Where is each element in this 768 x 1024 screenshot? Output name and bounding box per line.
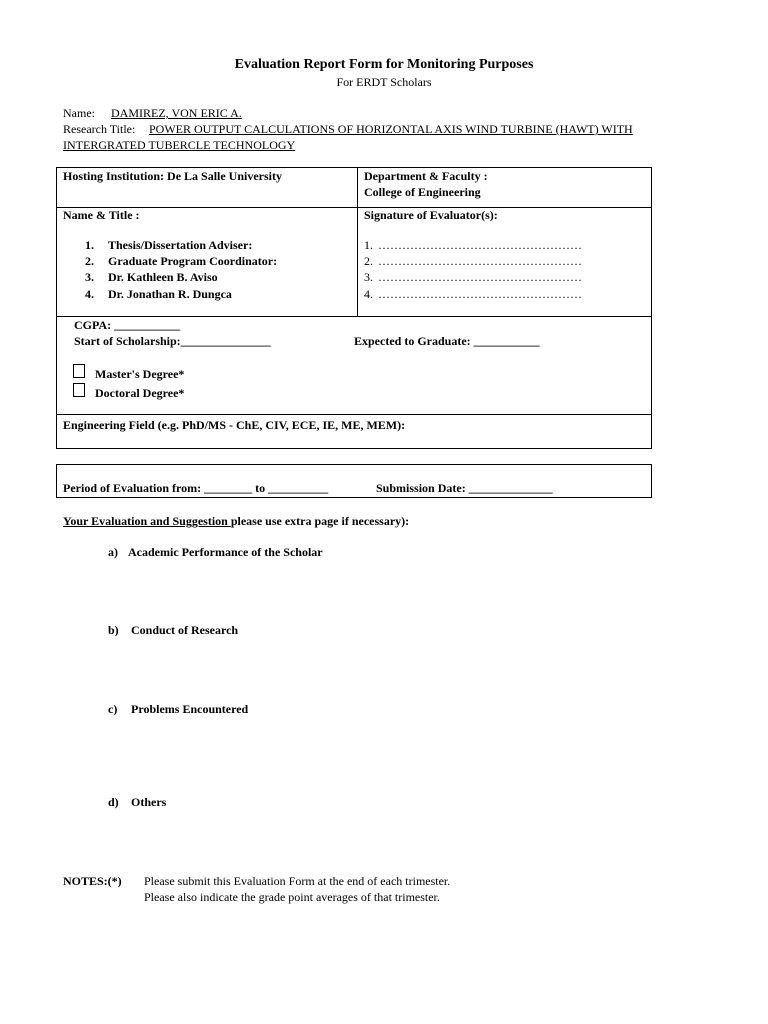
period-of-evaluation: Period of Evaluation from: ________ to __________ (63, 481, 329, 495)
evaluation-heading-rest: please use extra page if necessary): (230, 514, 410, 528)
evaluator-name: Thesis/Dissertation Adviser: (108, 238, 253, 252)
signature-line: …………………………………………… (378, 287, 582, 301)
doctoral-degree-checkbox[interactable] (73, 383, 85, 397)
evaluator-name: Dr. Jonathan R. Dungca (108, 287, 232, 301)
form-title: Evaluation Report Form for Monitoring Purposes (234, 57, 534, 72)
masters-degree-checkbox[interactable] (73, 364, 85, 378)
cgpa-field: CGPA: ___________ (74, 318, 181, 332)
signature-line: …………………………………………… (378, 270, 582, 284)
table-column-divider (357, 167, 358, 316)
form-subtitle: For ERDT Scholars (336, 75, 432, 89)
name-title-label: Name & Title : (63, 208, 140, 222)
item-academic-performance: Academic Performance of the Scholar (128, 545, 323, 559)
evaluator-number: 3. (85, 270, 94, 284)
expected-graduate-field: Expected to Graduate: ___________ (354, 334, 540, 348)
signature-line: …………………………………………… (378, 238, 582, 252)
item-letter: a) (108, 545, 118, 559)
engineering-field: Engineering Field (e.g. PhD/MS - ChE, CIV, ECE, IE, ME, MEM): (63, 418, 406, 432)
signature-number: 4. (364, 287, 373, 301)
signature-label: Signature of Evaluator(s): (364, 208, 498, 222)
doctoral-degree-label: Doctoral Degree* (95, 386, 185, 400)
signature-line: …………………………………………… (378, 254, 582, 268)
name-label: Name: (63, 106, 95, 120)
name-value: DAMIREZ, VON ERIC A. (111, 106, 242, 120)
evaluator-number: 4. (85, 287, 94, 301)
department-label: Department & Faculty : (364, 169, 488, 183)
evaluator-name: Graduate Program Coordinator: (108, 254, 278, 268)
notes-line-2: Please also indicate the grade point averages of that trimester. (144, 890, 440, 904)
table-divider-1 (56, 207, 652, 208)
hosting-institution: Hosting Institution: De La Salle University (63, 169, 283, 183)
evaluator-name: Dr. Kathleen B. Aviso (108, 270, 218, 284)
evaluation-heading (63, 514, 409, 529)
start-of-scholarship-field: Start of Scholarship:_______________ (74, 334, 271, 348)
signature-number: 1. (364, 238, 373, 252)
notes-label: NOTES:(*) (63, 874, 122, 888)
item-problems-encountered: Problems Encountered (131, 702, 249, 716)
item-conduct-of-research: Conduct of Research (131, 623, 239, 637)
table-divider-2 (56, 316, 652, 317)
signature-number: 2. (364, 254, 373, 268)
masters-degree-label: Master's Degree* (95, 367, 185, 381)
research-title-label: Research Title: (63, 122, 136, 136)
item-others: Others (131, 795, 167, 809)
evaluator-number: 1. (85, 238, 94, 252)
notes-line-1: Please submit this Evaluation Form at the end of each trimester. (144, 874, 451, 888)
item-letter: c) (108, 702, 118, 716)
table-divider-3 (56, 414, 652, 415)
evaluation-heading-underlined: Your Evaluation and Suggestion (63, 514, 231, 528)
item-letter: b) (108, 623, 119, 637)
item-letter: d) (108, 795, 119, 809)
research-title-line2: INTERGRATED TUBERCLE TECHNOLOGY (63, 138, 296, 152)
research-title-line1: POWER OUTPUT CALCULATIONS OF HORIZONTAL AXIS WIND TURBINE (HAWT) WITH (149, 122, 633, 136)
info-table (56, 167, 652, 449)
evaluator-number: 2. (85, 254, 94, 268)
submission-date: Submission Date: ______________ (376, 481, 553, 495)
signature-number: 3. (364, 270, 373, 284)
department-value: College of Engineering (364, 185, 481, 199)
